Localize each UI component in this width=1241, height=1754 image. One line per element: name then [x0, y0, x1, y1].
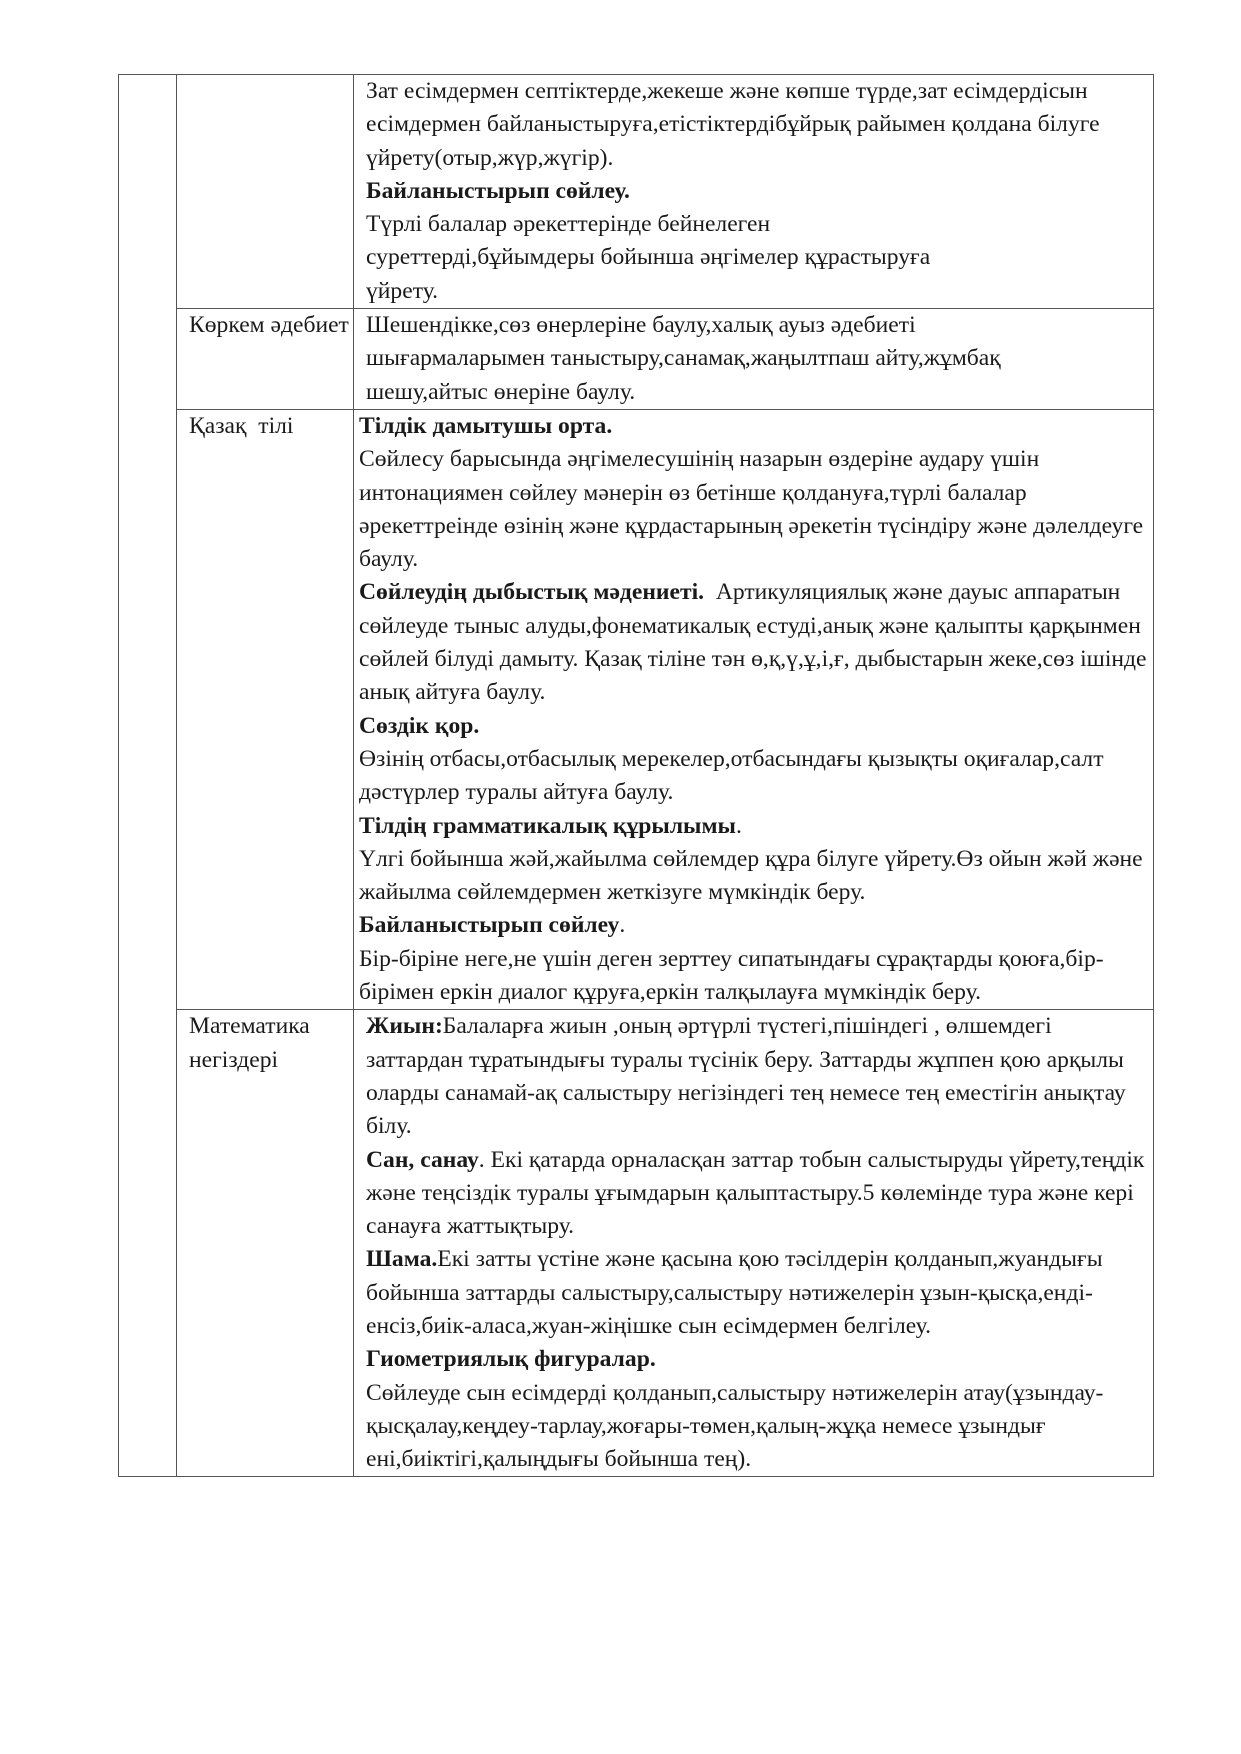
paragraph: [359, 710, 1149, 743]
paragraph: [359, 810, 1149, 843]
content-cell: [354, 409, 1154, 1009]
blank-column-cell: [119, 75, 177, 1477]
paragraph: [359, 443, 1149, 576]
paragraph-text: Бір-біріне неге,не үшін деген зерттеу сипатындағы сұрақтарды қоюға,бір-бірімен еркін диалог құруға,еркін талқылауға мүмкіндік беру.: [359, 945, 1104, 1006]
paragraph-heading: Байланыстырып сөйлеу: [359, 912, 620, 939]
paragraph: [359, 576, 1153, 709]
paragraph: [366, 1377, 1149, 1477]
paragraph-heading: Шама.: [366, 1246, 438, 1273]
paragraph-heading: Сөйлеудің дыбыстық мәдениеті.: [359, 579, 705, 606]
paragraph-text: Балаларға жиын ,оның әртүрлі түстегі,пішіндегі , өлшемдегі заттардан тұратындығы туралы түсінік беру. Заттарды жұппен қою арқылы оларды санамай-ақ салыстыру негізіндегі тең немесе тең еместігін анықтау білу.: [366, 1013, 1126, 1140]
paragraph-text: Өзінің отбасы,отбасылық мерекелер,отбасындағы қызықты оқиғалар,салт дәстүрлер туралы айтуға баулу.: [359, 745, 1104, 806]
table-row: [119, 75, 1154, 309]
paragraph: [366, 208, 1149, 308]
paragraph: [366, 1343, 1149, 1376]
paragraph-heading: Жиын:: [366, 1013, 443, 1040]
paragraph-heading: Гиометриялық фигуралар.: [366, 1346, 656, 1373]
paragraph: [359, 943, 1149, 1010]
paragraph-text: Шешендікке,сөз өнерлеріне баулу,халық ауыз әдебиеті шығармаларымен таныстыру,санамақ,жаңылтпаш айту,жұмбақ шешу,айтыс өнеріне баулу.: [366, 312, 1001, 405]
table-body: [119, 75, 1154, 1477]
table-row: [119, 309, 1154, 410]
paragraph-text: Артикуляциялық және дауыс аппаратын сөйлеуде тыныс алуды,фонематикалық естуді,анық және қалыпты қарқынмен сөйлей білуді дамыту. Қазақ тіліне тән ө,қ,ү,ұ,і,ғ, дыбыстарын жеке,сөз ішінде анық айтуға баулу.: [359, 579, 1153, 706]
paragraph-text: Зат есімдермен септіктерде,жекеше және көпше түрде,зат есімдердісын есімдермен байланыстыруға,етістіктердібұйрық райымен қолдана білуге үйрету(отыр,жүр,жүгір).: [366, 78, 1100, 171]
subject-cell: [177, 1010, 354, 1477]
content-cell: [354, 309, 1154, 410]
paragraph-text: .: [735, 812, 742, 839]
subject-cell: [177, 75, 354, 309]
subject-cell: [177, 409, 354, 1009]
paragraph-heading: Сөздік қор.: [359, 712, 480, 739]
subject-cell: [177, 309, 354, 410]
paragraph-text: Үлгі бойынша жәй,жайылма сөйлемдер құра білуге үйрету.Өз ойын жәй және жайылма сөйлемдермен жеткізуге мүмкіндік беру.: [359, 845, 1143, 906]
curriculum-table: [118, 74, 1154, 1477]
paragraph: [366, 175, 1149, 208]
paragraph: [359, 410, 1149, 443]
paragraph-text: .: [619, 912, 626, 939]
paragraph-heading: Тілдік дамытушы орта.: [359, 412, 613, 439]
subject-label: Математика негіздері: [189, 1013, 310, 1073]
paragraph-heading: Тілдің грамматикалық құрылымы: [359, 812, 736, 839]
table-row: [119, 409, 1154, 1009]
paragraph: [366, 1243, 1149, 1343]
subject-label: Қазақ тілі: [189, 412, 294, 439]
paragraph: [359, 909, 1149, 942]
paragraph: [359, 843, 1149, 910]
paragraph-text: Сөйлесу барысында әңгімелесушінің назарын өздеріне аудару үшін интонациямен сөйлеу мәнерін өз бетінше қолдануға,түрлі балалар әрекеттреінде өзінің және құрдастарының әрекетін түсіндіру және дәлелдеуге баулу.: [359, 446, 1144, 573]
content-cell: [354, 75, 1154, 309]
table-row: [119, 1010, 1154, 1477]
paragraph-heading: Байланыстырып сөйлеу.: [366, 177, 630, 204]
paragraph: [366, 1010, 1149, 1143]
paragraph-text: Сөйлеуде сын есімдерді қолданып,салыстыру нәтижелерін атау(ұзындау-қысқалау,кеңдеу-тарлау,жоғары-төмен,қалың-жұқа немесе ұзындығ ені,биіктігі,қалыңдығы бойынша тең).: [366, 1379, 1104, 1473]
paragraph: [366, 1144, 1149, 1244]
paragraph-text: Екі затты үстіне және қасына қою тәсілдерін қолданып,жуандығы бойынша заттарды салыстыру,салыстыру нәтижелерін ұзын-қысқа,енді-енсіз,биік-аласа,жуан-жіңішке сын есімдермен белгілеу.: [366, 1246, 1103, 1339]
paragraph: [366, 309, 1149, 409]
paragraph: [359, 743, 1149, 810]
content-cell: [354, 1010, 1154, 1477]
paragraph-text: . Екі қатарда орналасқан заттар тобын салыстыруды үйрету,теңдік және теңсіздік туралы ұғымдарын қалыптастыру.5 көлемінде тура және кері санауға жаттықтыру.: [366, 1146, 1145, 1240]
subject-label: Көркем әдебиет: [189, 312, 349, 339]
paragraph: [366, 75, 1149, 175]
paragraph-text: Түрлі балалар әрекеттерінде бейнелеген суреттерді,бұйымдеры бойынша әңгімелер құрастыруға үйрету.: [366, 211, 931, 304]
paragraph-heading: Сан, санау: [366, 1146, 479, 1173]
